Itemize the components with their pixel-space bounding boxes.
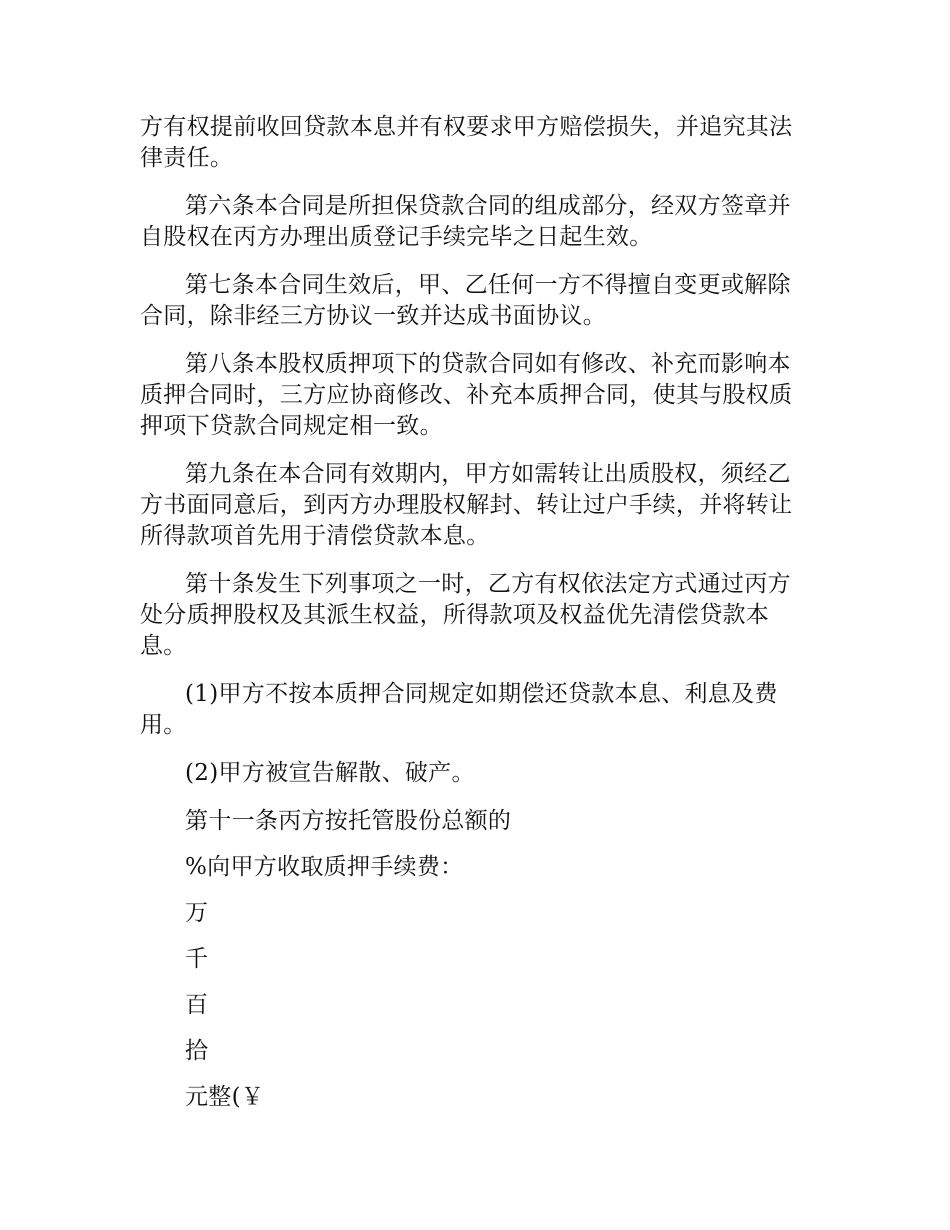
paragraph-article-9: 第九条在本合同有效期内，甲方如需转让出质股权，须经乙方书面同意后，到丙方办理股权解封、转让过户手续，并将转让所得款项首先用于清偿贷款本息。 — [140, 461, 793, 549]
paragraph-item-2: (2)甲方被宣告解散、破产。 — [185, 760, 475, 786]
line-bai: 百 — [185, 992, 209, 1018]
line-wan: 万 — [185, 900, 209, 926]
document-page — [140, 112, 812, 1128]
line-shi: 拾 — [185, 1038, 209, 1064]
line-article-11: 第十一条丙方按托管股份总额的 — [185, 808, 512, 834]
paragraph-item-1: (1)甲方不按本质押合同规定如期偿还贷款本息、利息及费用。 — [140, 681, 778, 738]
line-qian: 千 — [185, 946, 209, 972]
paragraph-article-10: 第十条发生下列事项之一时，乙方有权依法定方式通过丙方处分质押股权及其派生权益，所得款项及权益优先清偿贷款本息。 — [140, 571, 791, 659]
paragraph-article-8: 第八条本股权质押项下的贷款合同如有修改、补充而影响本质押合同时，三方应协商修改、补充本质押合同，使其与股权质押项下贷款合同规定相一致。 — [140, 351, 793, 439]
line-yuan: 元整(￥ — [185, 1084, 265, 1110]
line-fee-percent: %向甲方收取质押手续费： — [185, 854, 464, 880]
paragraph-article-6: 第六条本合同是所担保贷款合同的组成部分，经双方签章并自股权在丙方办理出质登记手续完毕之日起生效。 — [140, 193, 791, 250]
paragraph-continuation: 方有权提前收回贷款本息并有权要求甲方赔偿损失，并追究其法律责任。 — [140, 114, 793, 171]
paragraph-article-7: 第七条本合同生效后，甲、乙任何一方不得擅自变更或解除合同，除非经三方协议一致并达成书面协议。 — [140, 272, 791, 329]
